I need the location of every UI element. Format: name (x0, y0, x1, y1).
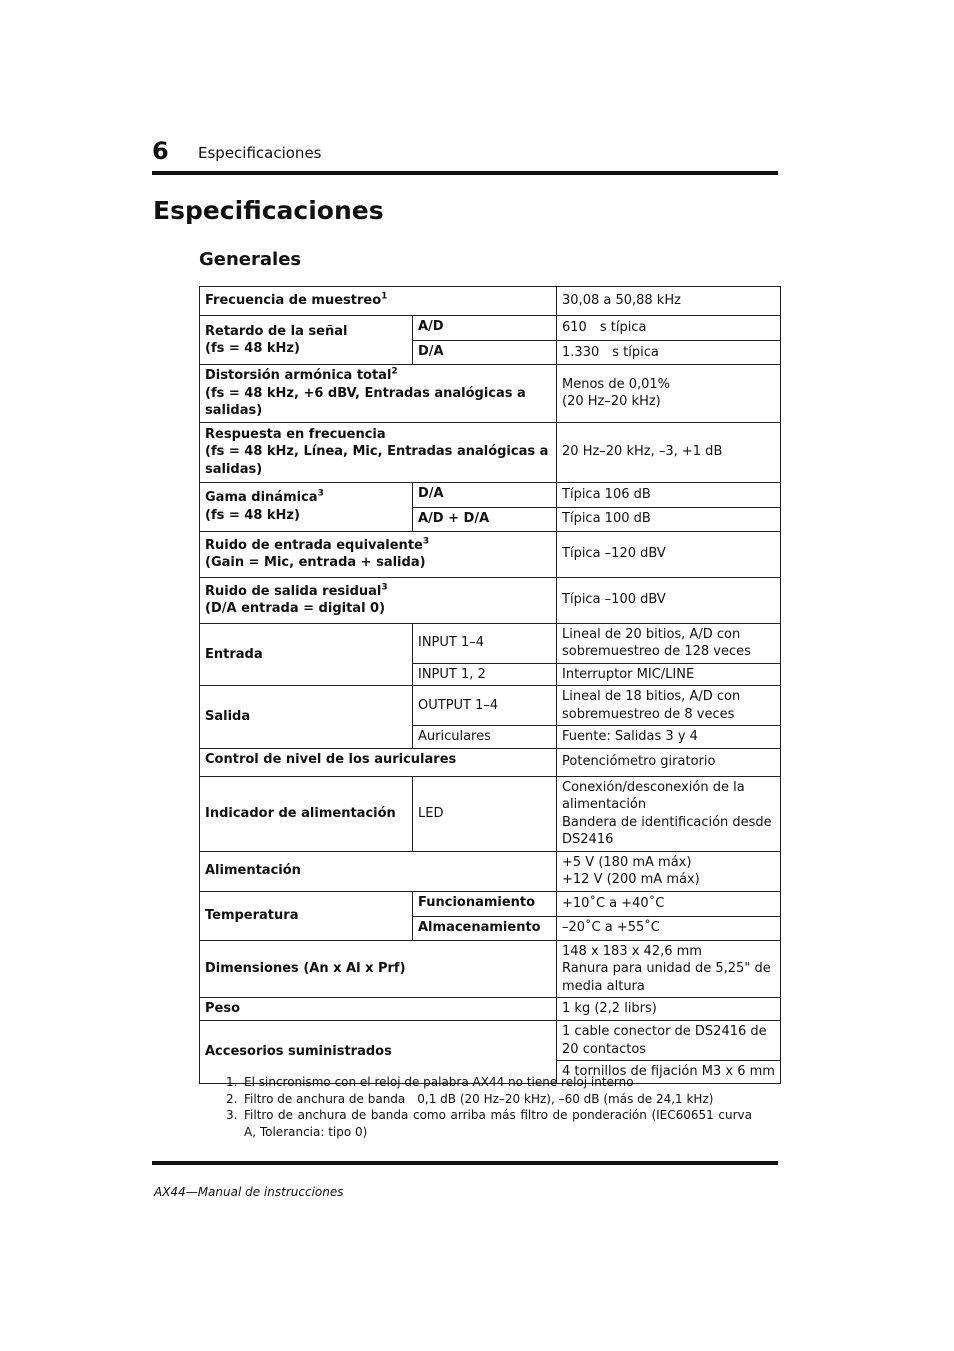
footnote-number: 3. (226, 1108, 238, 1122)
spec-sublabel: D/A (413, 482, 557, 507)
spec-label: Gama dinámica$^3$ (fs = 48 kHz) (200, 482, 413, 531)
footnote-text: Filtro de anchura de banda 0,1 dB (20 Hz–20 kHz), –60 dB (más de 24,1 kHz) (244, 1091, 714, 1106)
spec-label: Ruido de entrada equivalente$^3$ (Gain = Mic, entrada + salida) (200, 531, 557, 577)
spec-value: Menos de 0,01% (20 Hz–20 kHz) (557, 365, 781, 423)
spec-value: 1 cable conector de DS2416 de 20 contactos (557, 1021, 781, 1061)
table-row (200, 623, 781, 663)
spec-label: Indicador de alimentación (200, 776, 413, 851)
spec-sublabel: INPUT 1, 2 (413, 663, 557, 686)
table-row (200, 365, 781, 423)
footnote-text: Filtro de anchura de banda como arriba más filtro de ponderación (IEC60651 curva A, Tolerancia: tipo 0) (244, 1108, 752, 1139)
spec-sublabel: Almacenamiento (413, 916, 557, 940)
spec-label: Accesorios suministrados (200, 1021, 557, 1084)
footnote (226, 1107, 752, 1140)
spec-value: Conexión/desconexión de la alimentación Bandera de identificación desde DS2416 (557, 776, 781, 851)
spec-value: Típica 106 dB (557, 482, 781, 507)
spec-label: Frecuencia de muestreo$^1$ (200, 287, 557, 316)
spec-sublabel: OUTPUT 1–4 (413, 686, 557, 726)
spec-label: Respuesta en frecuencia (fs = 48 kHz, Línea, Mic, Entradas analógicas a salidas) (200, 422, 557, 482)
spec-sublabel: Funcionamiento (413, 891, 557, 916)
spec-value: Interruptor MIC/LINE (557, 663, 781, 686)
spec-sublabel: LED (413, 776, 557, 851)
spec-sublabel: D/A (413, 341, 557, 365)
table-row (200, 891, 781, 916)
footnote-number: 1. (226, 1075, 238, 1089)
table-row (200, 940, 781, 998)
spec-value: 20 Hz–20 kHz, –3, +1 dB (557, 422, 781, 482)
spec-value: 4 tornillos de fijación M3 x 6 mm (557, 1061, 781, 1084)
footnote-number: 2. (226, 1091, 238, 1106)
spec-value: Típica –120 dBV (557, 531, 781, 577)
spec-label: Retardo de la señal (fs = 48 kHz) (200, 316, 413, 365)
page-footer: AX44—Manual de instrucciones (154, 1185, 344, 1199)
spec-sublabel: Auriculares (413, 726, 557, 749)
spec-value: +10˚C a +40˚C (557, 891, 781, 916)
spec-value: 30,08 a 50,88 kHz (557, 287, 781, 316)
spec-table (199, 286, 781, 1084)
section-title: Generales (199, 249, 302, 270)
footnote (226, 1091, 752, 1108)
header-rule (152, 171, 778, 175)
footer-rule (152, 1161, 778, 1165)
spec-value: +5 V (180 mA máx) +12 V (200 mA máx) (557, 851, 781, 891)
table-row (200, 686, 781, 726)
spec-label: Peso (200, 998, 557, 1021)
spec-value: Típica 100 dB (557, 507, 781, 531)
table-row (200, 851, 781, 891)
spec-value: Fuente: Salidas 3 y 4 (557, 726, 781, 749)
spec-value: 1 kg (2,2 librs) (557, 998, 781, 1021)
footnote (226, 1074, 752, 1091)
table-row (200, 577, 781, 623)
table-row (200, 316, 781, 341)
spec-label: Distorsión armónica total$^2$ (fs = 48 kHz, +6 dBV, Entradas analógicas a salidas) (200, 365, 557, 423)
spec-label: Ruido de salida residual$^3$ (D/A entrada = digital 0) (200, 577, 557, 623)
page-title: Especificaciones (153, 196, 384, 225)
spec-sublabel: INPUT 1–4 (413, 623, 557, 663)
spec-value: Potenciómetro giratorio (557, 748, 781, 776)
spec-label: Salida (200, 686, 413, 749)
spec-sublabel: A/D (413, 316, 557, 341)
spec-value: Lineal de 18 bitios, A/D con sobremuestreo de 8 veces (557, 686, 781, 726)
running-head: Especificaciones (198, 144, 322, 162)
table-row (200, 531, 781, 577)
spec-value: Típica –100 dBV (557, 577, 781, 623)
footnote-text: El sincronismo con el reloj de palabra AX44 no tiene reloj interno (244, 1075, 634, 1089)
spec-label: Temperatura (200, 891, 413, 940)
spec-label: Control de nivel de los auriculares (200, 748, 557, 776)
table-row (200, 998, 781, 1021)
table-row (200, 748, 781, 776)
spec-value: 148 x 183 x 42,6 mm Ranura para unidad de 5,25" de media altura (557, 940, 781, 998)
table-row (200, 287, 781, 316)
table-row (200, 422, 781, 482)
spec-value: –20˚C a +55˚C (557, 916, 781, 940)
table-row (200, 1021, 781, 1061)
page-number: 6 (152, 137, 169, 165)
spec-value: 1.330 s típica (557, 341, 781, 365)
spec-sublabel: A/D + D/A (413, 507, 557, 531)
footnotes (226, 1074, 752, 1140)
spec-label: Dimensiones (An x Al x Prf) (200, 940, 557, 998)
page-header (152, 137, 778, 171)
spec-label: Entrada (200, 623, 413, 686)
spec-value: 610 s típica (557, 316, 781, 341)
table-row (200, 776, 781, 851)
table-row (200, 482, 781, 507)
spec-label: Alimentación (200, 851, 557, 891)
spec-value: Lineal de 20 bitios, A/D con sobremuestreo de 128 veces (557, 623, 781, 663)
